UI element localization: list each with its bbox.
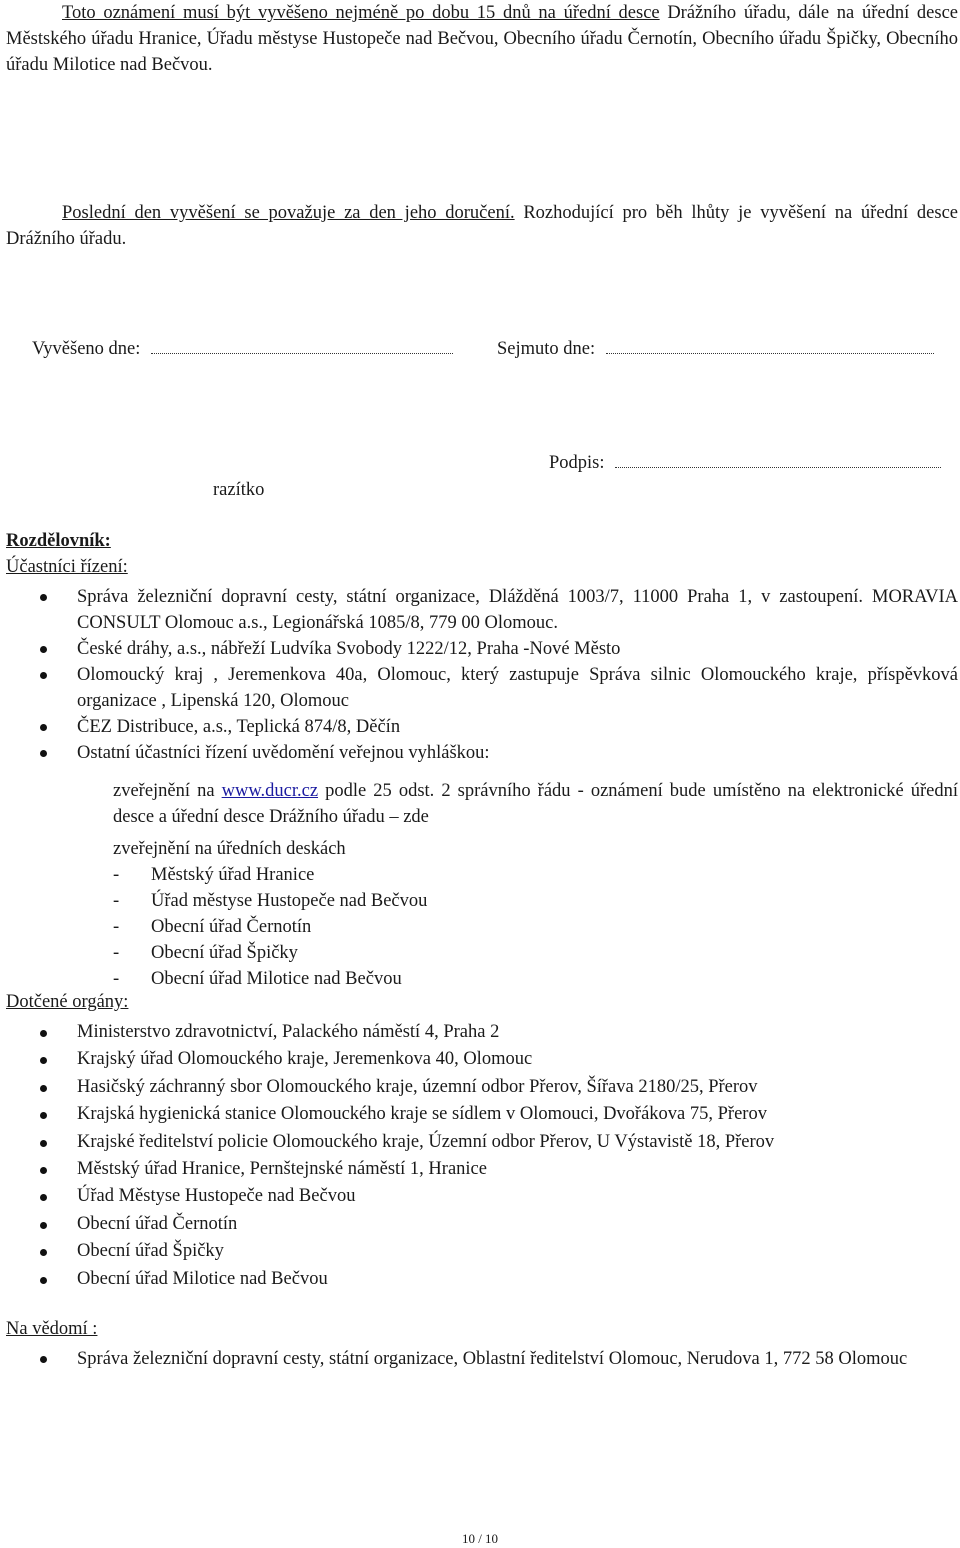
posted-date-field	[151, 339, 453, 354]
bullet-icon	[40, 1222, 47, 1229]
removed-date-label: Sejmuto dne:	[497, 339, 596, 359]
list-item: Hasičský záchranný sbor Olomouckého kraje, územní odbor Přerov, Šířava 2180/25, Přerov	[6, 1074, 958, 1101]
list-item: Krajský úřad Olomouckého kraje, Jeremenkova 40, Olomouc	[6, 1046, 958, 1073]
distribution-heading: Rozdělovník:	[6, 531, 111, 551]
notice-paragraph-2-underlined: Poslední den vyvěšení se považuje za den jeho doručení.	[62, 203, 515, 223]
authorities-list	[6, 1019, 958, 1293]
bullet-icon	[40, 750, 47, 757]
list-item: - Obecní úřad Černotín	[113, 917, 312, 937]
ducr-link[interactable]: www.ducr.cz	[221, 781, 319, 801]
signature-label: Podpis:	[549, 453, 605, 473]
list-item: Úřad Městyse Hustopeče nad Bečvou	[6, 1183, 958, 1210]
notice-paragraph-2	[6, 200, 958, 252]
posted-date-line	[32, 339, 453, 360]
notice-paragraph-1-rest: Drážního úřadu, dále na úřední desce Městského úřadu Hranice, Úřadu městyse Hustopeče nad Bečvou, Obecního úřadu Černotín, Obecního úřadu Špičky, Obecního úřadu Milotice nad Bečvou.	[6, 3, 958, 75]
bullet-icon	[40, 724, 47, 731]
list-item: Krajské ředitelství policie Olomouckého kraje, Územní odbor Přerov, U Výstavistě 18, Přerov	[6, 1129, 958, 1156]
bullet-icon	[40, 1140, 47, 1147]
bullet-icon	[40, 594, 47, 601]
list-item: Krajská hygienická stanice Olomouckého kraje se sídlem v Olomouci, Dvořákova 75, Přerov	[6, 1101, 958, 1128]
info-list	[6, 1346, 958, 1372]
list-item: Správa železniční dopravní cesty, státní organizace, Dlážděná 1003/7, 11000 Praha 1, v zastoupení. MORAVIA CONSULT Olomouc a.s., Legionářská 1085/8, 779 00 Olomouc.	[6, 584, 958, 636]
stamp-label: razítko	[213, 480, 265, 500]
page-number: 10 / 10	[461, 1531, 499, 1546]
notice-paragraph-1-underlined: Toto oznámení musí být vyvěšeno nejméně po dobu 15 dnů na úřední desce	[62, 3, 660, 23]
removed-date-line	[497, 339, 934, 360]
bullet-icon	[40, 1085, 47, 1092]
list-item: Správa železniční dopravní cesty, státní organizace, Oblastní ředitelství Olomouc, Nerudova 1, 772 58 Olomouc	[6, 1346, 958, 1372]
info-label: Na vědomí :	[6, 1319, 98, 1339]
posted-date-label: Vyvěšeno dne:	[32, 339, 141, 359]
bullet-icon	[40, 1057, 47, 1064]
list-item: Městský úřad Hranice, Pernštejnské náměstí 1, Hranice	[6, 1156, 958, 1183]
bullet-icon	[40, 1112, 47, 1119]
bullet-icon	[40, 1167, 47, 1174]
bullet-icon	[40, 646, 47, 653]
boards-label: zveřejnění na úředních deskách	[113, 839, 346, 859]
bullet-icon	[40, 1249, 47, 1256]
list-item: - Městský úřad Hranice	[113, 865, 315, 885]
participants-label: Účastníci řízení:	[6, 557, 128, 577]
bullet-icon	[40, 1356, 47, 1363]
list-item: Olomoucký kraj , Jeremenkova 40a, Olomouc, který zastupuje Správa silnic Olomouckého kraje, příspěvková organizace , Lipenská 120, Olomouc	[6, 662, 958, 714]
signature-line	[549, 453, 941, 474]
list-item: Obecní úřad Černotín	[6, 1211, 958, 1238]
bullet-icon	[40, 1030, 47, 1037]
publication-paragraph: zveřejnění na www.ducr.cz podle 25 odst. 2 správního řádu - oznámení bude umístěno na elektronické úřední desce a úřední desce Drážního úřadu – zde	[113, 781, 958, 827]
list-item: - Obecní úřad Milotice nad Bečvou	[113, 969, 402, 989]
list-item: Obecní úřad Milotice nad Bečvou	[6, 1266, 958, 1293]
list-item: Ministerstvo zdravotnictví, Palackého náměstí 4, Praha 2	[6, 1019, 958, 1046]
notice-paragraph-1	[6, 0, 958, 78]
bullet-icon	[40, 1277, 47, 1284]
list-item: - Obecní úřad Špičky	[113, 943, 298, 963]
notice-paragraph-2-rest: Rozhodující pro běh lhůty je vyvěšení na úřední desce Drážního úřadu.	[6, 203, 958, 249]
list-item: Ostatní účastníci řízení uvědomění veřejnou vyhláškou:	[6, 740, 958, 766]
removed-date-field	[606, 339, 934, 354]
bullet-icon	[40, 1194, 47, 1201]
list-item: Obecní úřad Špičky	[6, 1238, 958, 1265]
authorities-label: Dotčené orgány:	[6, 992, 129, 1012]
list-item: - Úřad městyse Hustopeče nad Bečvou	[113, 891, 428, 911]
signature-field	[615, 453, 941, 468]
bullet-icon	[40, 672, 47, 679]
list-item: ČEZ Distribuce, a.s., Teplická 874/8, Děčín	[6, 714, 958, 740]
participants-list	[6, 584, 958, 766]
list-item: České dráhy, a.s., nábřeží Ludvíka Svobody 1222/12, Praha -Nové Město	[6, 636, 958, 662]
